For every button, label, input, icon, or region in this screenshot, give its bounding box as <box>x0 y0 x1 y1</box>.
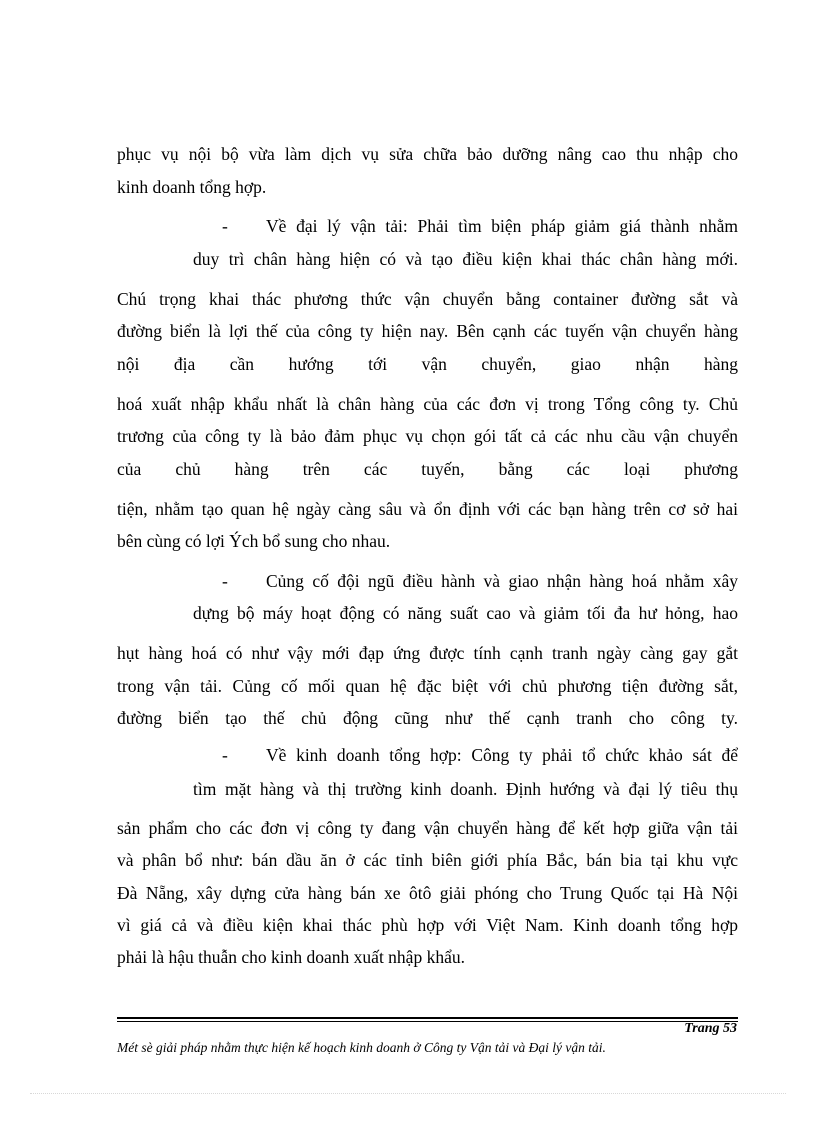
text-line: phục vụ nội bộ vừa làm dịch vụ sửa chữa bảo dưỡng nâng cao thu nhập cho <box>117 144 738 164</box>
text-line: trương của công ty là bảo đảm phục vụ chọn gói tất cả các nhu cầu vận chuyển <box>117 426 738 446</box>
text-line: bên cùng có lợi Ých bổ sung cho nhau. <box>117 531 391 551</box>
text-line: dựng bộ máy hoạt động có năng suất cao và giảm tối đa hư hỏng, hao <box>193 603 738 623</box>
bullet-marker: - <box>222 571 228 591</box>
page-bottom-dotted-border <box>30 1093 786 1094</box>
footer-rule-thick <box>117 1017 738 1019</box>
text-line: đường biển là lợi thế của công ty hiện nay. Bên cạnh các tuyến vận chuyển hàng <box>117 321 738 341</box>
text-line: phải là hậu thuẫn cho kinh doanh xuất nhập khẩu. <box>117 947 465 967</box>
text-line: tiện, nhằm tạo quan hệ ngày càng sâu và ổn định với các bạn hàng trên cơ sở hai <box>117 499 738 519</box>
text-line: tìm mặt hàng và thị trường kinh doanh. Định hướng và đại lý tiêu thụ <box>193 779 738 799</box>
text-line: kinh doanh tổng hợp. <box>117 177 267 197</box>
text-line: nội địa cần hướng tới vận chuyển, giao nhận hàng <box>117 354 738 374</box>
text-line: sản phẩm cho các đơn vị công ty đang vận chuyển hàng để kết hợp giữa vận tải <box>117 818 738 838</box>
text-line: duy trì chân hàng hiện có và tạo điều kiện khai thác chân hàng mới. <box>193 249 738 269</box>
text-line: hoá xuất nhập khẩu nhất là chân hàng của các đơn vị trong Tổng công ty. Chủ <box>117 394 738 414</box>
footer-rule-thin <box>117 1021 738 1022</box>
text-line: Chú trọng khai thác phương thức vận chuyển bằng container đường sắt và <box>117 289 738 309</box>
bullet-marker: - <box>222 216 228 236</box>
text-line: đường biển tạo thế chủ động cũng như thế cạnh tranh cho công ty. <box>117 708 738 728</box>
text-line: Đà Nẵng, xây dựng cửa hàng bán xe ôtô giải phóng cho Trung Quốc tại Hà Nội <box>117 883 738 903</box>
bullet-marker: - <box>222 745 228 765</box>
text-line: vì giá cả và điều kiện khai thác phù hợp với Việt Nam. Kinh doanh tổng hợp <box>117 915 738 935</box>
text-line: của chủ hàng trên các tuyến, bằng các loại phương <box>117 459 738 479</box>
text-line: Về đại lý vận tải: Phải tìm biện pháp giảm giá thành nhằm <box>266 216 738 236</box>
text-line: hụt hàng hoá có như vậy mới đạp ứng được tính cạnh tranh ngày càng gay gắt <box>117 643 738 663</box>
page-number: Trang 53 <box>684 1021 737 1036</box>
text-line: và phân bổ như: bán dầu ăn ở các tỉnh biên giới phía Bắc, bán bia tại khu vực <box>117 850 738 870</box>
footer-document-title: Mét sè giải pháp nhằm thực hiện kế hoạch kinh doanh ở Công ty Vận tải và Đại lý vận tải. <box>117 1040 606 1055</box>
text-line: Củng cố đội ngũ điều hành và giao nhận hàng hoá nhằm xây <box>266 571 738 591</box>
text-line: Về kinh doanh tổng hợp: Công ty phải tổ chức khảo sát để <box>266 745 738 765</box>
text-line: trong vận tải. Củng cố mối quan hệ đặc biệt với chủ phương tiện đường sắt, <box>117 676 738 696</box>
